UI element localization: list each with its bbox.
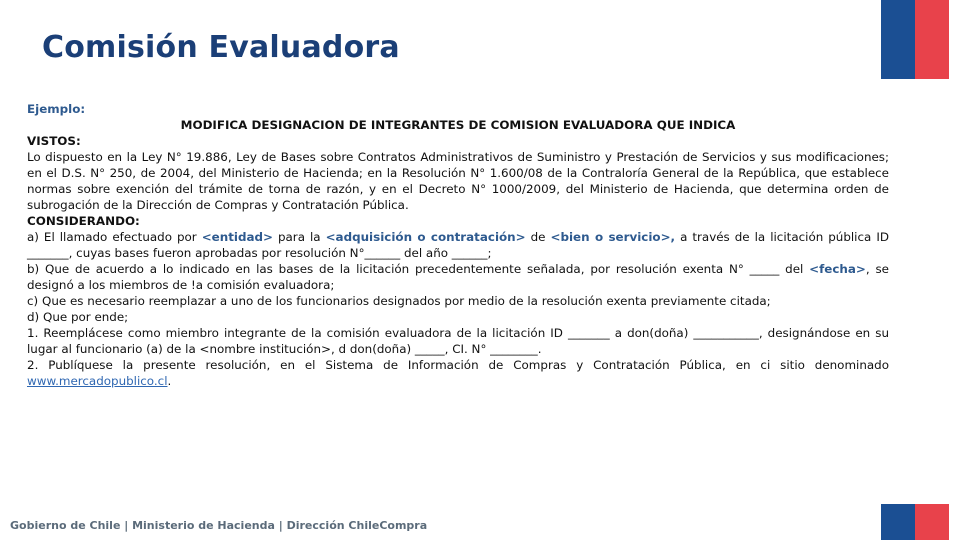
paragraph-b-text-1: b) Que de acuerdo a lo indicado en las bases de la licitación precedentemente señalada, por resolución exenta N° _____ del (27, 262, 810, 276)
chile-flag-top-decoration (881, 0, 949, 79)
paragraph-a-text-2: para la (272, 230, 326, 244)
flag-blue-stripe (881, 504, 915, 540)
example-label: Ejemplo: (27, 102, 86, 116)
vistos-heading: VISTOS: (27, 134, 81, 148)
bien-placeholder: <bien o servicio>, (550, 230, 676, 244)
resolution-item-1: 1. Reemplácese como miembro integrante de la comisión evaluadora de la licitación ID _______ a don(doña) ___________, designándose en su lugar al funcionario (a) de la <nombre institución>, d don(doña) _____, CI. N° ________. (27, 326, 889, 356)
considerando-heading: CONSIDERANDO: (27, 214, 140, 228)
paragraph-a-text-3: de (525, 230, 551, 244)
fecha-placeholder: <fecha> (809, 262, 866, 276)
considerando-b (27, 261, 889, 293)
paragraph-b-text-2: , se designó a los miembros de !a comisión evaluadora; (27, 262, 889, 292)
footer-text: Gobierno de Chile | Ministerio de Hacienda | Dirección ChileCompra (10, 519, 428, 532)
entidad-placeholder: <entidad> (201, 230, 273, 244)
flag-red-stripe (915, 504, 949, 540)
paragraph-a-text-1: a) El llamado efectuado por (27, 230, 202, 244)
considerando-a (27, 229, 889, 261)
adquisicion-placeholder: <adquisición o contratación> (325, 230, 526, 244)
mercadopublico-link[interactable]: www.mercadopublico.cl (27, 374, 168, 388)
paragraph-a-text-4: a través de la licitación pública ID _______, cuyas bases fueron aprobadas por resolución N°______ del año ______; (27, 230, 889, 260)
document-title: MODIFICA DESIGNACION DE INTEGRANTES DE COMISION EVALUADORA QUE INDICA (180, 118, 736, 132)
flag-red-stripe (915, 0, 949, 79)
considerando-d: d) Que por ende; (27, 310, 129, 324)
document-body (27, 101, 889, 389)
flag-blue-stripe (881, 0, 915, 79)
slide-title: Comisión Evaluadora (42, 30, 400, 65)
item-2-end: . (167, 374, 172, 388)
considerando-c: c) Que es necesario reemplazar a uno de los funcionarios designados por medio de la resolución exenta previamente citada; (27, 294, 771, 308)
chile-flag-bottom-decoration (881, 504, 949, 540)
vistos-text: Lo dispuesto en la Ley N° 19.886, Ley de Bases sobre Contratos Administrativos de Suministro y Prestación de Servicios y sus modificaciones; en el D.S. N° 250, de 2004, del Ministerio de Hacienda; en la Resolución N° 1.600/08 de la Contraloría General de la República, que establece normas sobre exención del trámite de torna de razón, y en el Decreto N° 1000/2009, del Ministerio de Hacienda, que determina orden de subrogación de la Dirección de Compras y Contratación Pública. (27, 150, 889, 212)
resolution-item-2 (27, 357, 889, 389)
item-2-text: 2. Publíquese la presente resolución, en el Sistema de Información de Compras y Contratación Pública, en ci sitio denominado (27, 358, 889, 372)
